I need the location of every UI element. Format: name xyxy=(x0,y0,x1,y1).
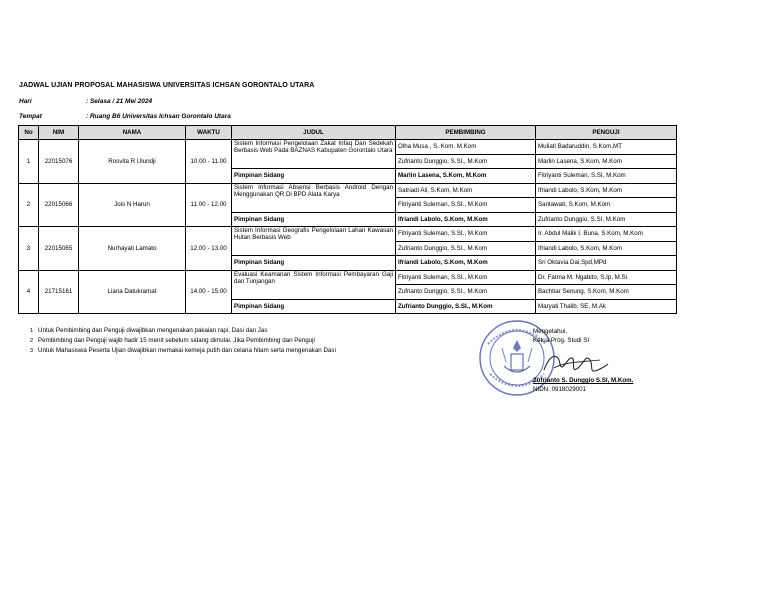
cell-pembimbing: Fitriyanti Suleman, S.SI., M.Kom xyxy=(396,270,536,285)
cell-no: 4 xyxy=(19,270,39,314)
cell-no: 3 xyxy=(19,227,39,271)
cell-penguji: Bachtiar Senung, S.Kom, M.Kom xyxy=(536,285,677,300)
cell-pimpinan-pembimbing: Ifriandi Labolo, S.Kom, M.Kom xyxy=(396,212,536,227)
judul-text: Sistem Informasi Absensi Berbasis Android Dengan Menggunakan QR Di BPD Alata Karya xyxy=(234,183,393,198)
cell-nama: Liana Datukramat xyxy=(79,270,186,314)
cell-pimpinan-penguji: Zufrianto Dunggio, S.SI, M.Kom xyxy=(536,212,677,227)
cell-penguji: Marlin Lasena, S.Kom, M.Kom xyxy=(536,154,677,169)
cell-penguji: Ifriandi Labolo, S.Kom, M.Kom xyxy=(536,241,677,256)
note-text: Untuk Pembimbing dan Penguji diwajibkan mengenakan pakaian rapi, Dasi dan Jas xyxy=(38,327,268,334)
document-title: JADWAL UJIAN PROPOSAL MAHASISWA UNIVERSITAS ICHSAN GORONTALO UTARA xyxy=(19,82,315,89)
cell-nim: 21715161 xyxy=(39,270,79,314)
column-header-nim: NIM xyxy=(39,126,79,140)
cell-pembimbing: Satriadi Ali, S.Kom, M.Kom xyxy=(396,183,536,198)
tempat-value: : Ruang B6 Universitas Ichsan Gorontalo Utara xyxy=(86,113,231,120)
note-item xyxy=(30,346,336,356)
cell-penguji: Dr. Fatma M. Ngabito, S.Ip, M.Si xyxy=(536,270,677,285)
cell-nim: 22015065 xyxy=(39,227,79,271)
hari-value: : Selasa / 21 Mei 2024 xyxy=(86,98,153,105)
signatory-name: Zufrianto S. Dunggio S.SI, M.Kom. xyxy=(533,377,634,384)
note-item xyxy=(30,326,336,336)
cell-pimpinan-penguji: Sri Oktavia Dai,Spd,MPd xyxy=(536,256,677,271)
note-text: Pembimbing dan Penguji wajib hadir 15 menit sebelum sidang dimulai. Jika Pembimbing dan Penguji xyxy=(38,337,315,344)
cell-pimpinan-label: Pimpinan Sidang xyxy=(232,256,396,271)
cell-no: 1 xyxy=(19,140,39,184)
cell-pimpinan-label: Pimpinan Sidang xyxy=(232,212,396,227)
cell-pembimbing: Zufrianto Dunggio, S.SI., M.Kom xyxy=(396,241,536,256)
tempat-row xyxy=(19,113,231,120)
cell-penguji: Santawati, S.Kom, M.Kom xyxy=(536,198,677,213)
table-header-row xyxy=(19,126,677,140)
cell-nama: Nurhayati Lamato xyxy=(79,227,186,271)
table-row xyxy=(19,270,677,285)
note-number: 1 xyxy=(30,328,34,334)
cell-pimpinan-pembimbing: Zufrianto Dunggio, S.SI., M.Kom xyxy=(396,299,536,314)
cell-no: 2 xyxy=(19,183,39,227)
cell-nama: Jois N Harun xyxy=(79,183,186,227)
cell-pembimbing: Zufrianto Dunggio, S.SI., M.Kom xyxy=(396,154,536,169)
signature-line-2: Ketua Prog. Studi SI xyxy=(533,337,590,344)
signatory-nidn: NIDN. 0918029001 xyxy=(533,386,586,393)
cell-pimpinan-pembimbing: Ifriandi Labolo, S.Kom, M.Kom xyxy=(396,256,536,271)
column-header-penguji: PENGUJI xyxy=(536,126,677,140)
cell-penguji: Ir. Abdul Malik I. Buna, S.Kom, M.Kom xyxy=(536,227,677,242)
cell-judul xyxy=(232,140,396,169)
schedule-table xyxy=(18,125,677,314)
cell-nama: Rosvita R Ulundji xyxy=(79,140,186,184)
column-header-nama: NAMA xyxy=(79,126,186,140)
judul-text: Sistem Informasi Geografis Pengelolaan Lahan Kawasan Hutan Berbasis Web xyxy=(234,227,393,241)
note-text: Untuk Mahasiswa Peserta Ujian diwajibkan memakai kemeja putih dan celana hitam serta mengenakan Dasi xyxy=(38,347,336,354)
cell-judul xyxy=(232,270,396,299)
cell-nim: 22015076 xyxy=(39,140,79,184)
column-header-waktu: WAKTU xyxy=(186,126,232,140)
cell-pimpinan-pembimbing: Marlin Lasena, S.Kom, M.Kom xyxy=(396,169,536,184)
table-row xyxy=(19,183,677,198)
hari-label: Hari xyxy=(19,98,32,105)
notes-list xyxy=(30,326,336,356)
hari-row xyxy=(19,98,152,105)
tempat-label: Tempat xyxy=(19,113,42,120)
cell-judul xyxy=(232,183,396,212)
column-header-pembimbing: PEMBIMBING xyxy=(396,126,536,140)
cell-pembimbing: Fitriyanti Suleman, S.SI., M.Kom xyxy=(396,198,536,213)
cell-pembimbing: Zufrianto Dunggio, S.SI., M.Kom xyxy=(396,285,536,300)
cell-penguji: Muliati Badaruddin, S.Kom,MT xyxy=(536,140,677,155)
cell-pimpinan-label: Pimpinan Sidang xyxy=(232,299,396,314)
signature-block xyxy=(533,327,634,393)
cell-pimpinan-penguji: Fitriyanti Suleman, S.SI, M.Kom xyxy=(536,169,677,184)
cell-nim: 22015066 xyxy=(39,183,79,227)
cell-pembimbing: Fitriyanti Suleman, S.SI., M.Kom xyxy=(396,227,536,242)
table-row xyxy=(19,140,677,155)
judul-text: Evaluasi Keamanan Sistem Informasi Pembayaran Gaji dan Tunjangan xyxy=(234,270,393,285)
table-row xyxy=(19,227,677,242)
note-number: 2 xyxy=(30,338,34,344)
cell-pembimbing: Olha Musa , S. Kom. M.Kom xyxy=(396,140,536,155)
cell-waktu: 14.00 - 15.00 xyxy=(186,270,232,314)
cell-pimpinan-label: Pimpinan Sidang xyxy=(232,169,396,184)
cell-pimpinan-penguji: Maryati Thalib, SE, M.Ak xyxy=(536,299,677,314)
column-header-judul: JUDUL xyxy=(232,126,396,140)
column-header-no: No xyxy=(19,126,39,140)
judul-text: Sistem Informasi Pengelolaan Zakat Infaq Dan Sedekah Berbasis Web Pada BAZNAS Kabupaten Gorontalo Utara xyxy=(234,140,393,154)
cell-waktu: 11.00 - 12.00 xyxy=(186,183,232,227)
cell-penguji: Ifriandi Labolo, S.Kom, M.Kom xyxy=(536,183,677,198)
note-number: 3 xyxy=(30,348,34,354)
signature-line-1: Mengetahui, xyxy=(533,328,568,335)
cell-waktu: 10.00 - 11.00 xyxy=(186,140,232,184)
cell-judul xyxy=(232,227,396,256)
cell-waktu: 12.00 - 13.00 xyxy=(186,227,232,271)
note-item xyxy=(30,336,336,346)
